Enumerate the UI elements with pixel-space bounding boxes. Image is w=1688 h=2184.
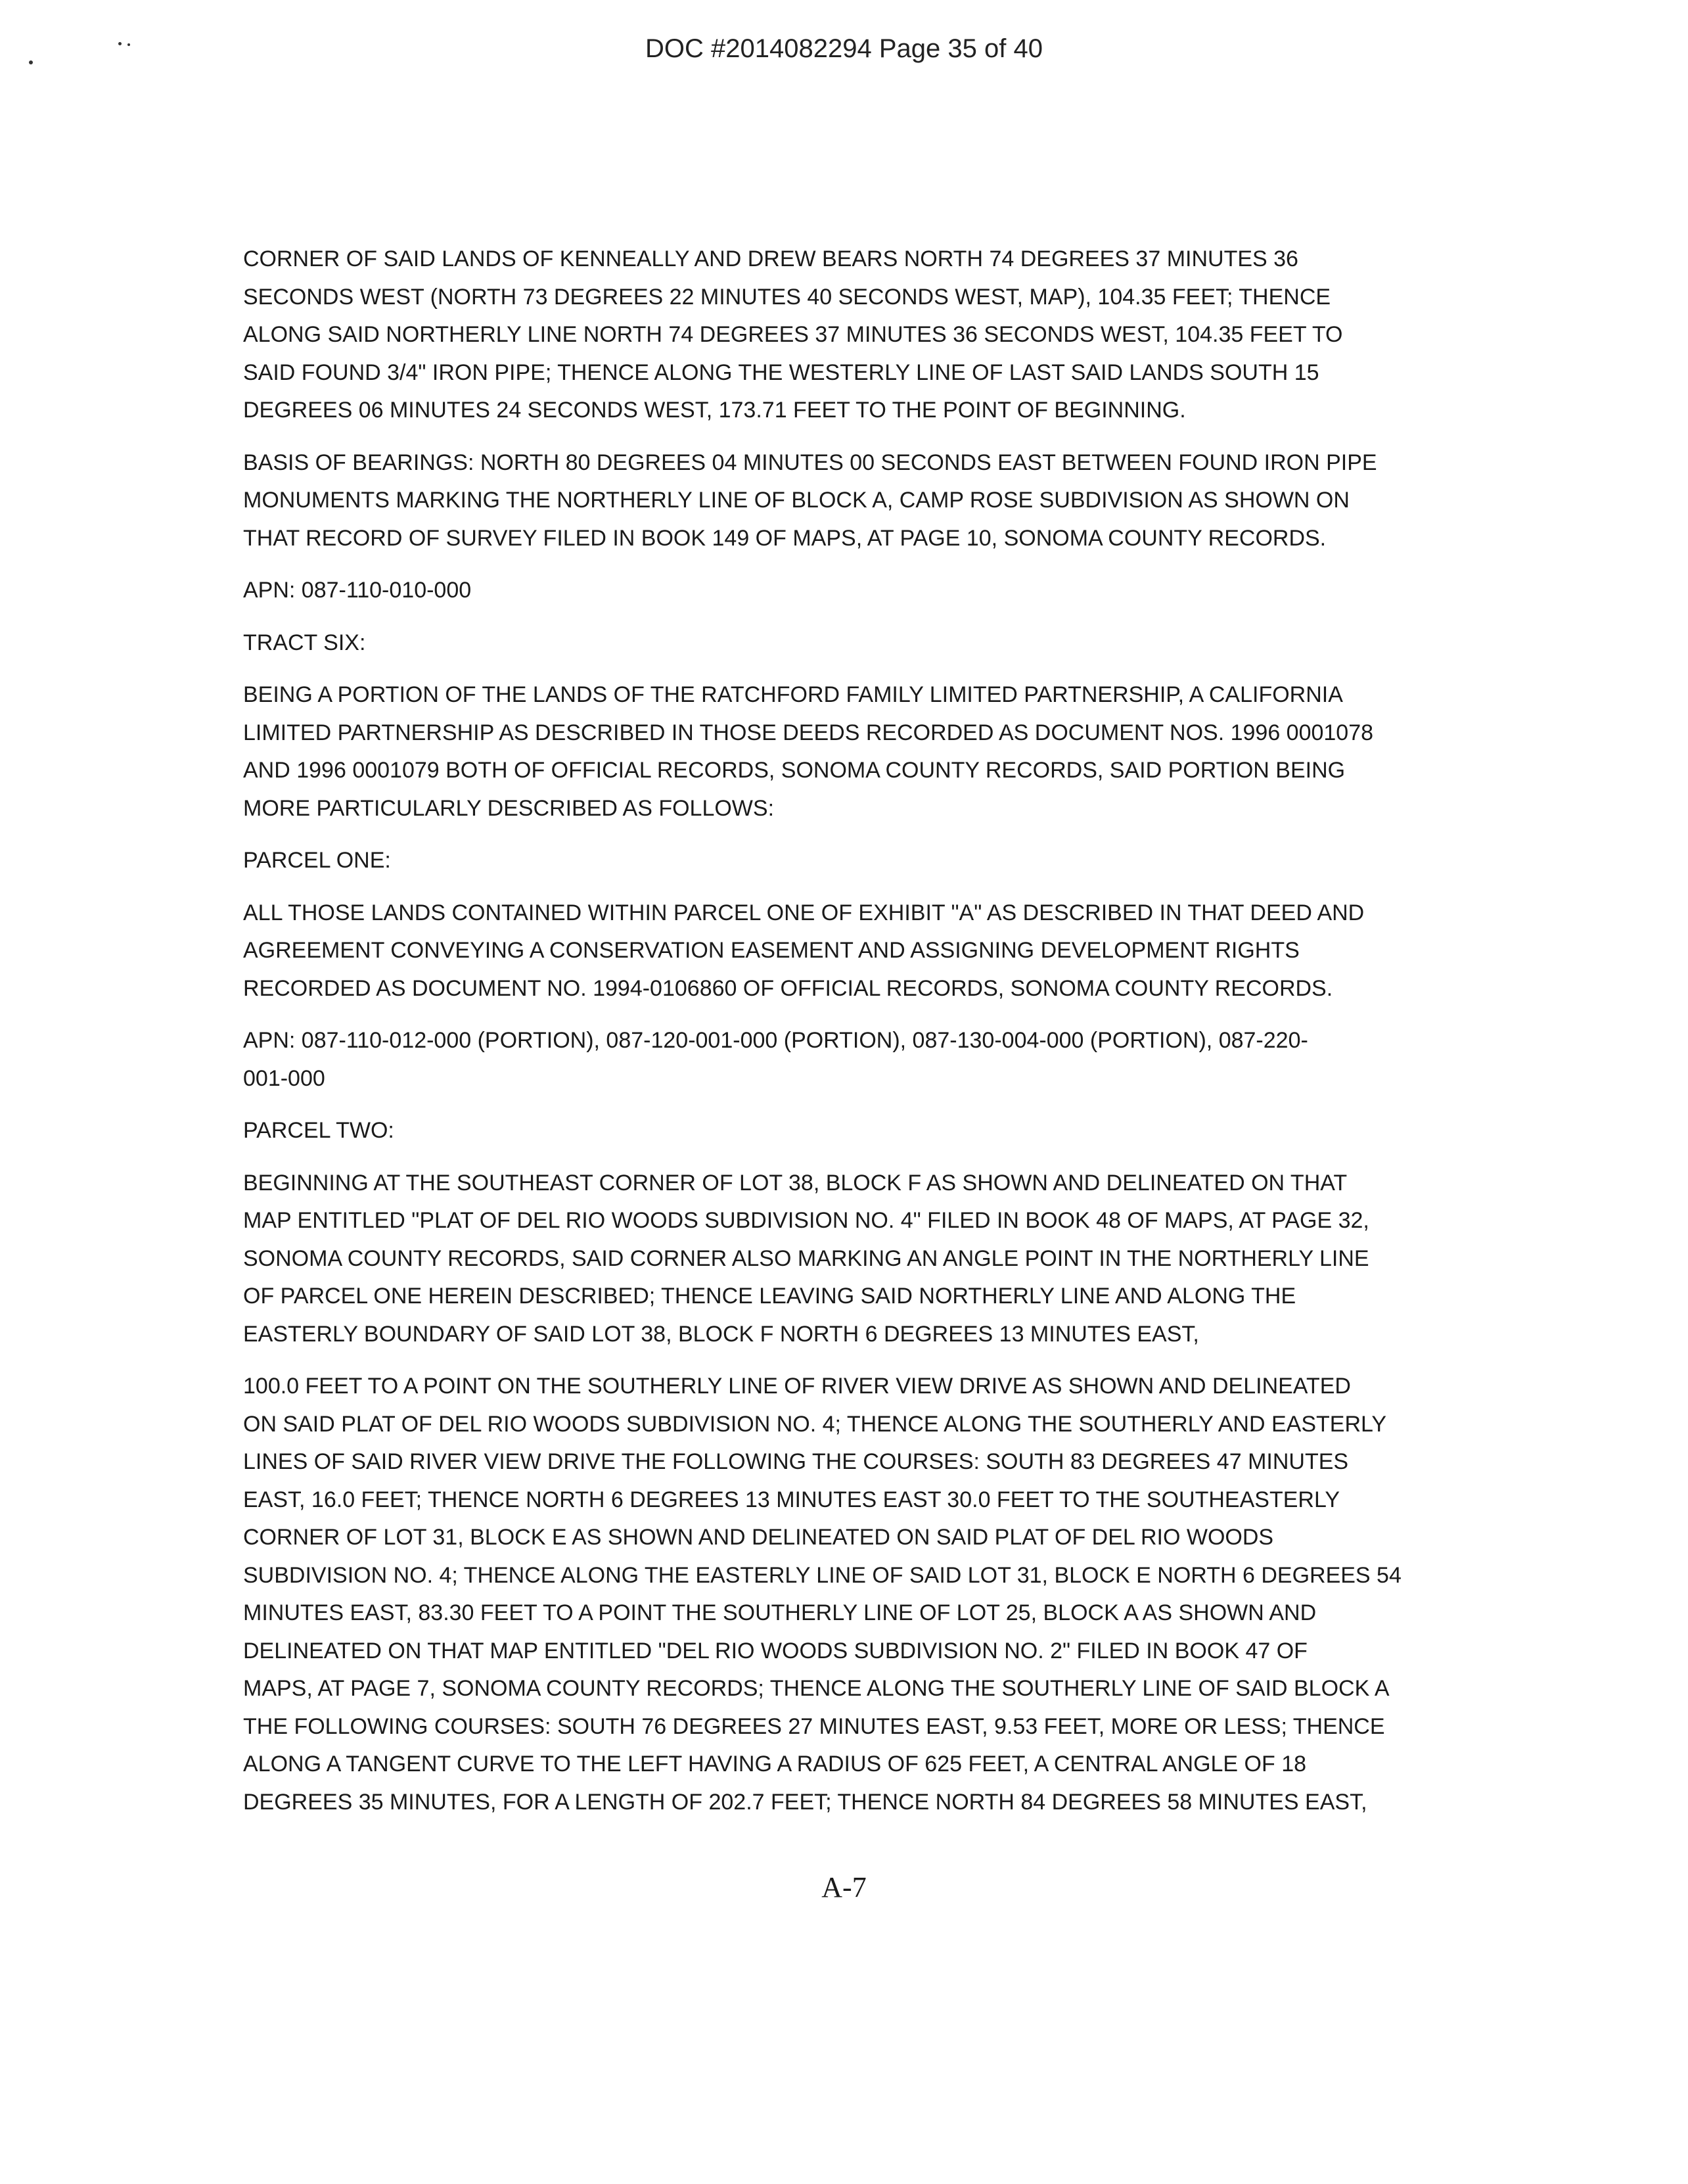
text-line: EASTERLY BOUNDARY OF SAID LOT 38, BLOCK F NORTH 6 DEGREES 13 MINUTES EAST, [243, 1321, 1199, 1347]
paragraph [243, 1165, 1472, 1354]
text-line: 100.0 FEET TO A POINT ON THE SOUTHERLY LINE OF RIVER VIEW DRIVE AS SHOWN AND DELINEATED [243, 1374, 1351, 1399]
section-heading: PARCEL ONE: [243, 848, 391, 873]
apn-line: APN: 087-110-010-000 [243, 578, 472, 603]
section-heading: PARCEL TWO: [243, 1118, 394, 1143]
text-line: AGREEMENT CONVEYING A CONSERVATION EASEMENT AND ASSIGNING DEVELOPMENT RIGHTS [243, 938, 1300, 963]
text-line: SUBDIVISION NO. 4; THENCE ALONG THE EASTERLY LINE OF SAID LOT 31, BLOCK E NORTH 6 DEGREES 54 [243, 1562, 1402, 1588]
paragraph [243, 624, 1472, 662]
paragraph [243, 572, 1472, 610]
paragraph [243, 842, 1472, 880]
text-line: SECONDS WEST (NORTH 73 DEGREES 22 MINUTES 40 SECONDS WEST, MAP), 104.35 FEET; THENCE [243, 284, 1331, 310]
apn-line: 001-000 [243, 1065, 325, 1091]
text-line: BEGINNING AT THE SOUTHEAST CORNER OF LOT 38, BLOCK F AS SHOWN AND DELINEATED ON THAT [243, 1170, 1348, 1196]
text-line: ALL THOSE LANDS CONTAINED WITHIN PARCEL ONE OF EXHIBIT "A" AS DESCRIBED IN THAT DEED AND [243, 900, 1365, 925]
text-line: MONUMENTS MARKING THE NORTHERLY LINE OF BLOCK A, CAMP ROSE SUBDIVISION AS SHOWN ON [243, 488, 1350, 513]
text-line: SAID FOUND 3/4" IRON PIPE; THENCE ALONG THE WESTERLY LINE OF LAST SAID LANDS SOUTH 15 [243, 360, 1319, 385]
text-line: ALONG A TANGENT CURVE TO THE LEFT HAVING A RADIUS OF 625 FEET, A CENTRAL ANGLE OF 18 [243, 1752, 1307, 1777]
text-line: RECORDED AS DOCUMENT NO. 1994-0106860 OF OFFICIAL RECORDS, SONOMA COUNTY RECORDS. [243, 975, 1333, 1001]
page-label: A-7 [821, 1871, 867, 1903]
paragraph [243, 676, 1472, 827]
text-line: BASIS OF BEARINGS: NORTH 80 DEGREES 04 MINUTES 00 SECONDS EAST BETWEEN FOUND IRON PIPE [243, 450, 1377, 475]
section-heading: TRACT SIX: [243, 630, 366, 655]
apn-line: APN: 087-110-012-000 (PORTION), 087-120-001-000 (PORTION), 087-130-004-000 (PORTION), 087-220- [243, 1028, 1308, 1053]
text-line: LINES OF SAID RIVER VIEW DRIVE THE FOLLOWING THE COURSES: SOUTH 83 DEGREES 47 MINUTES [243, 1449, 1349, 1474]
text-line: EAST, 16.0 FEET; THENCE NORTH 6 DEGREES 13 MINUTES EAST 30.0 FEET TO THE SOUTHEASTERLY [243, 1487, 1340, 1512]
document-header: DOC #2014082294 Page 35 of 40 [645, 34, 1043, 63]
text-line: MINUTES EAST, 83.30 FEET TO A POINT THE SOUTHERLY LINE OF LOT 25, BLOCK A AS SHOWN AND [243, 1600, 1317, 1625]
text-line: THE FOLLOWING COURSES: SOUTH 76 DEGREES 27 MINUTES EAST, 9.53 FEET, MORE OR LESS; THENCE [243, 1713, 1385, 1739]
text-line: ALONG SAID NORTHERLY LINE NORTH 74 DEGREES 37 MINUTES 36 SECONDS WEST, 104.35 FEET TO [243, 322, 1343, 347]
text-line: THAT RECORD OF SURVEY FILED IN BOOK 149 OF MAPS, AT PAGE 10, SONOMA COUNTY RECORDS. [243, 525, 1327, 551]
paragraph [243, 1112, 1472, 1150]
text-line: ON SAID PLAT OF DEL RIO WOODS SUBDIVISION NO. 4; THENCE ALONG THE SOUTHERLY AND EASTERLY [243, 1411, 1387, 1437]
text-line: CORNER OF LOT 31, BLOCK E AS SHOWN AND DELINEATED ON SAID PLAT OF DEL RIO WOODS [243, 1525, 1274, 1550]
text-line: SONOMA COUNTY RECORDS, SAID CORNER ALSO MARKING AN ANGLE POINT IN THE NORTHERLY LINE [243, 1245, 1369, 1271]
text-line: CORNER OF SAID LANDS OF KENNEALLY AND DREW BEARS NORTH 74 DEGREES 37 MINUTES 36 [243, 246, 1298, 271]
paragraph [243, 895, 1472, 1008]
paragraph [243, 1022, 1472, 1098]
text-line: DEGREES 35 MINUTES, FOR A LENGTH OF 202.7 FEET; THENCE NORTH 84 DEGREES 58 MINUTES EAST, [243, 1789, 1367, 1815]
text-line: DEGREES 06 MINUTES 24 SECONDS WEST, 173.71 FEET TO THE POINT OF BEGINNING. [243, 398, 1186, 423]
text-line: BEING A PORTION OF THE LANDS OF THE RATCHFORD FAMILY LIMITED PARTNERSHIP, A CALIFORNIA [243, 682, 1343, 707]
text-line: MAPS, AT PAGE 7, SONOMA COUNTY RECORDS; THENCE ALONG THE SOUTHERLY LINE OF SAID BLOCK A [243, 1676, 1390, 1701]
paragraph [243, 241, 1472, 430]
text-line: AND 1996 0001079 BOTH OF OFFICIAL RECORDS, SONOMA COUNTY RECORDS, SAID PORTION BEING [243, 758, 1346, 783]
text-line: MAP ENTITLED "PLAT OF DEL RIO WOODS SUBDIVISION NO. 4" FILED IN BOOK 48 OF MAPS, AT PAGE 32, [243, 1208, 1369, 1233]
paragraph [243, 1368, 1472, 1821]
paragraph [243, 444, 1472, 558]
text-line: OF PARCEL ONE HEREIN DESCRIBED; THENCE LEAVING SAID NORTHERLY LINE AND ALONG THE [243, 1284, 1296, 1309]
text-line: DELINEATED ON THAT MAP ENTITLED "DEL RIO WOODS SUBDIVISION NO. 2" FILED IN BOOK 47 OF [243, 1638, 1308, 1663]
text-line: LIMITED PARTNERSHIP AS DESCRIBED IN THOSE DEEDS RECORDED AS DOCUMENT NOS. 1996 0001078 [243, 720, 1374, 745]
text-line: MORE PARTICULARLY DESCRIBED AS FOLLOWS: [243, 795, 775, 821]
legal-description-body [243, 241, 1472, 1821]
